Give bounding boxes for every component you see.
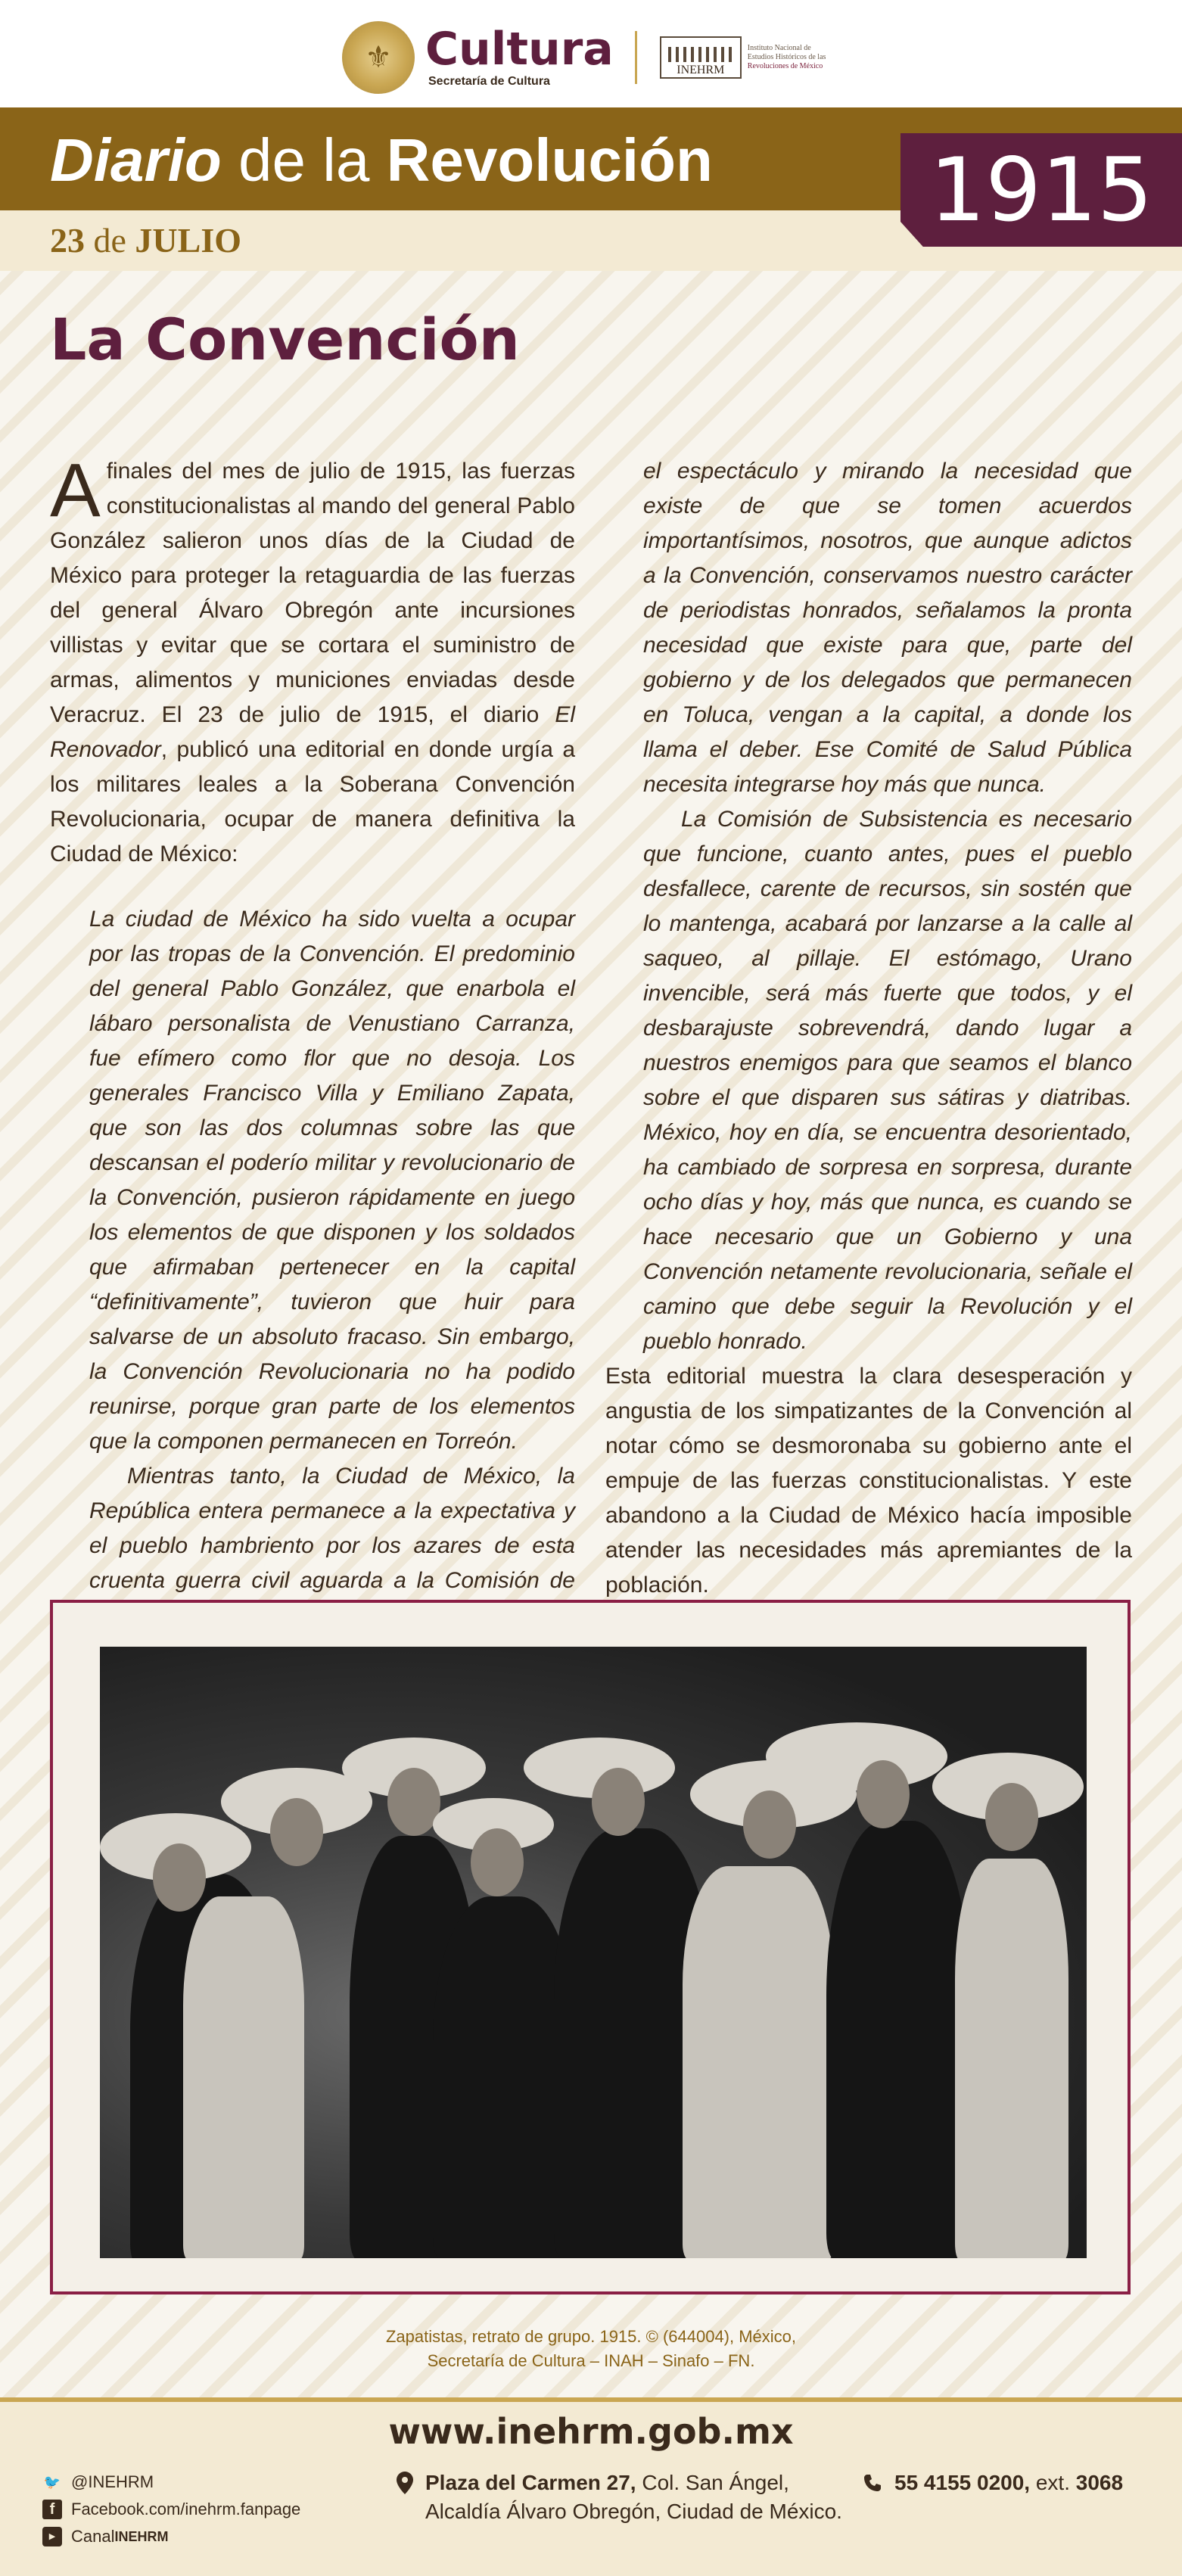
- website-link[interactable]: www.inehrm.gob.mx: [388, 2411, 794, 2452]
- date-label: [50, 218, 241, 263]
- logo-group: [342, 20, 854, 95]
- photo-face: [985, 1783, 1038, 1851]
- date-month: JULIO: [135, 221, 242, 260]
- date-de: de: [93, 221, 126, 260]
- article-title: La Convención: [50, 306, 520, 373]
- article-column-right: [605, 454, 1132, 1603]
- inehrm-building-icon: [660, 36, 742, 79]
- editorial-quote-continued: [605, 454, 1132, 1359]
- intro-paragraph: [50, 448, 575, 872]
- photo-figure: [955, 1859, 1068, 2258]
- cultura-subtitle: Secretaría de Cultura: [428, 75, 550, 88]
- facebook-link[interactable]: [42, 2496, 300, 2523]
- newspaper-name: El Renovador: [50, 702, 575, 762]
- phone-ext: 3068: [1075, 2471, 1124, 2494]
- building-columns: [668, 47, 733, 62]
- cultura-wordmark: Cultura: [425, 23, 614, 76]
- mexico-seal-icon: ⚜: [342, 21, 415, 94]
- cultura-logo: [425, 23, 614, 89]
- photo-figure: [183, 1896, 304, 2258]
- series-title-revolucion: Revolución: [386, 126, 713, 194]
- inehrm-description: [748, 44, 854, 71]
- phone-icon: [863, 2473, 882, 2493]
- series-title-diario: Diario: [50, 126, 222, 194]
- quote-paragraph-1: La ciudad de México ha sido vuelta a ocupar por las tropas de la Convención. El predominio del general Pablo González, que enarbola el lábaro personalista de Venustiano Carranza, fue efímero como flor que no desoja. Los generales Francisco Villa y Emiliano Zapata, que son las dos columnas sobre las que descansan el poderío militar y revolucionario de la Convención, pusieron rápidamente en juego los elementos de que disponen y los soldados que afirmaban pertenecer en la capital “definitivamente”, tuvieron que huir para salvarse de un absoluto fracaso. Sin embargo, la Convención Revolucionaria no ha podido reunirse, porque gran parte de los elementos que la componen permanecen en Torreón.: [89, 907, 575, 1454]
- closing-paragraph: Esta editorial muestra la clara desesperación y angustia de los simpatizantes de la Convención al notar cómo se desmoronaba su gobierno ante el empuje de las fuerzas constitucionalistas. Y este abandono a la Ciudad de México hacía imposible atender las necesidades más apremiantes de la población.: [605, 1364, 1132, 1598]
- photo-face: [857, 1760, 910, 1828]
- inehrm-desc-line-3: Revoluciones de México: [747, 62, 823, 70]
- phone-number: 55 4155 0200,: [894, 2471, 1031, 2494]
- photo-face: [153, 1843, 206, 1912]
- photo-face: [471, 1828, 524, 1896]
- intro-text: finales del mes de julio de 1915, las fuerzas constitucionalistas al mando del general Pablo González salieron unos días de la Ciudad de México para proteger la retaguardia de las fuerzas del general Álvaro Obregón ante incursiones villistas y evitar que se cortara el suministro de armas, alimentos y municiones enviadas desde Veracruz. El 23 de julio de 1915, el diario: [50, 459, 575, 727]
- youtube-link[interactable]: [42, 2523, 300, 2550]
- photo-caption: [0, 2325, 1182, 2373]
- youtube-prefix: Canal: [71, 2527, 115, 2546]
- phone-ext-label: ext.: [1030, 2471, 1076, 2494]
- address-colony: Col. San Ángel,: [636, 2471, 789, 2494]
- date-day: 23: [50, 221, 85, 260]
- photo-figure: [683, 1866, 834, 2258]
- year-label: 1915: [929, 138, 1153, 241]
- logo-divider: [635, 31, 637, 84]
- address-city: Alcaldía Álvaro Obregón, Ciudad de México.: [425, 2500, 842, 2523]
- caption-line-1: Zapatistas, retrato de grupo. 1915. © (644004), México,: [385, 2327, 797, 2346]
- youtube-channel: INEHRM: [114, 2529, 169, 2544]
- top-bar: [0, 0, 1182, 107]
- address-text: [425, 2469, 842, 2526]
- photo-figure: [826, 1821, 970, 2258]
- quote-paragraph-2-continued: el espectáculo y mirando la necesidad que existe de que se tomen acuerdos importantísimos, nosotros, que aunque adictos a la Convención, conservamos nuestro carácter de periodistas honrados, señalamos la pronta necesidad que existe para que, parte del gobierno y de los delegados que permanecen en Toluca, vengan a la capital, a donde los llama el deber. Ese Comité de Salud Pública necesita integrarse hoy más que nunca.: [643, 459, 1132, 797]
- address-street: Plaza del Carmen 27,: [425, 2471, 636, 2494]
- series-title-de-la: de la: [221, 126, 387, 194]
- caption-line-2: Secretaría de Cultura – INAH – Sinafo – FN.: [427, 2351, 755, 2370]
- address: [397, 2469, 842, 2526]
- series-title: [50, 124, 713, 197]
- intro-text-end: , publicó una editorial en donde urgía a los militares leales a la Soberana Convención Revolucionaria, ocupar de manera definitiva la Ciudad de México:: [50, 737, 575, 866]
- photo-sombrero: [766, 1722, 947, 1790]
- quote-paragraph-3: La Comisión de Subsistencia es necesario que funcione, cuanto antes, pues el pueblo desfallece, carente de recursos, sin sostén que lo mantenga, acabará por lanzarse a la calle al saqueo, al pillaje. El estómago, Urano invencible, será más fuerte que todos, y el desbarajuste sobrevendrá, dando lugar a nuestros enemigos para que seamos el blanco sobre el que disparen sus sátiras y diatribas. México, hoy en día, se encuentra desorientado, ha cambiado de sorpresa en sorpresa, durante ocho días y hoy, más que nunca, es cuando se hace necesario que un Gobierno y una Convención netamente revolucionaria, señale el camino que debe seguir la Revolución y el pueblo honrado.: [643, 807, 1132, 1354]
- twitter-link[interactable]: [42, 2469, 300, 2496]
- facebook-url: Facebook.com/inehrm.fanpage: [71, 2500, 301, 2518]
- youtube-icon: ▶: [42, 2527, 62, 2546]
- quote-paragraph-2: Mientras tanto, la Ciudad de México, la República entera permanece a la expectativa y el pueblo hambriento por los azares de esta cruenta guerra civil aguarda a la Comisión de: [89, 1464, 575, 1593]
- location-pin-icon: [397, 2472, 413, 2494]
- zapatistas-group-photo: [100, 1647, 1087, 2258]
- twitter-bird-icon: 🐦: [43, 2475, 61, 2490]
- editorial-quote: [50, 902, 575, 1668]
- photo-face: [592, 1768, 645, 1836]
- social-links: [42, 2469, 300, 2550]
- photo-face: [270, 1798, 323, 1866]
- inehrm-desc-line-1: Instituto Nacional de: [747, 44, 811, 52]
- inehrm-desc-line-2: Estudios Históricos de las: [747, 53, 826, 61]
- twitter-handle: @INEHRM: [71, 2472, 154, 2491]
- inehrm-wordmark: INEHRM: [677, 64, 725, 76]
- photo-face: [743, 1790, 796, 1859]
- facebook-icon: f: [42, 2500, 62, 2519]
- phone: [863, 2469, 1123, 2497]
- article-column-left: [50, 448, 575, 1668]
- drop-cap: A: [50, 448, 101, 533]
- inehrm-logo: [660, 36, 854, 79]
